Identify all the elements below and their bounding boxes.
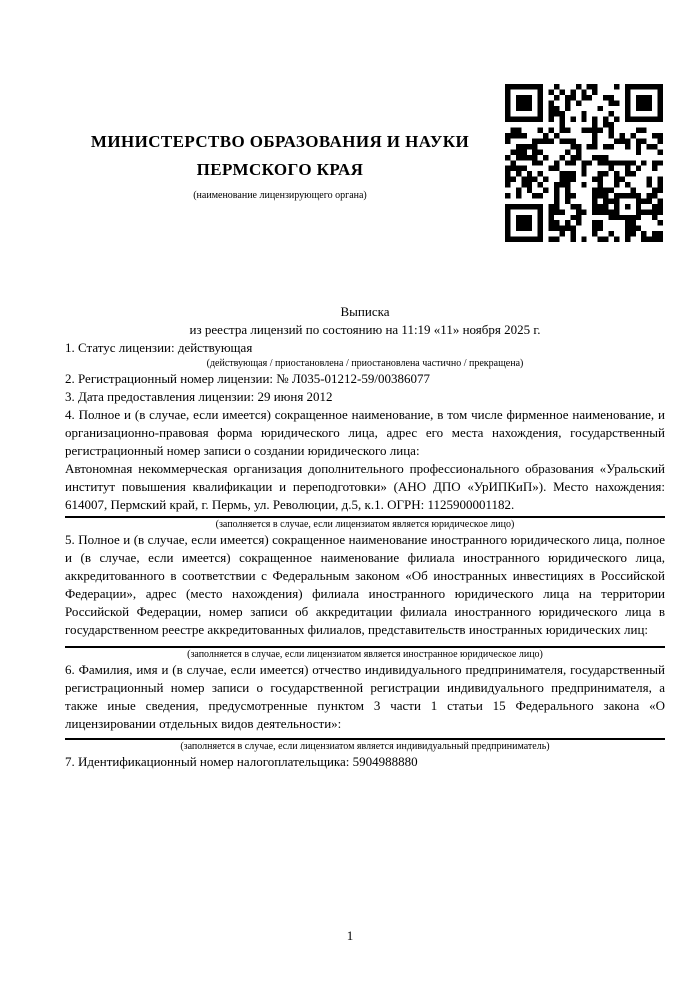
item-3-grant-date: 3. Дата предоставления лицензии: 29 июня 2012 bbox=[65, 389, 333, 404]
item-6-caption: (заполняется в случае, если лицензиатом является индивидуальный предприниматель) bbox=[180, 741, 550, 752]
item-5-caption: (заполняется в случае, если лицензиатом является иностранное юридическое лицо) bbox=[187, 649, 543, 660]
item-6-entrepreneur-label: 6. Фамилия, имя и (в случае, если имеется) отчество индивидуального предпринимателя, государственный регистрационный номер записи о государственной регистрации индивидуального предпринимателя, а также иные сведения, предусмотренные пунктом 3 части 1 статьи 15 Федерального закона «О лицензировании отдельных видов деятельности»: bbox=[65, 662, 665, 731]
item-2-registration-number: 2. Регистрационный номер лицензии: № Л035-01212-59/00386077 bbox=[65, 371, 431, 386]
item-4-legal-entity-label: 4. Полное и (в случае, если имеется) сокращенное наименование, в том числе фирменное наименование, и организационно-правовая форма юридического лица, адрес его места нахождения, государственный регистрационный номер записи о создании юридического лица: bbox=[65, 407, 665, 458]
document-title-line2: из реестра лицензий по состоянию на 11:19 «11» ноября 2025 г. bbox=[189, 322, 541, 337]
item-1-status-options-caption: (действующая / приостановлена / приостановлена частично / прекращена) bbox=[206, 358, 524, 369]
licensing-authority-caption: (наименование лицензирующего органа) bbox=[193, 190, 367, 201]
item-7-taxpayer-id: 7. Идентификационный номер налогоплательщика: 5904988880 bbox=[65, 754, 418, 769]
item-1-license-status: 1. Статус лицензии: действующая bbox=[65, 340, 253, 355]
ministry-name-line2: ПЕРМСКОГО КРАЯ bbox=[196, 160, 364, 179]
item-5-foreign-entity-label: 5. Полное и (в случае, если имеется) сокращенное наименование иностранного юридического лица, полное и (в случае, если имеется) сокращенное наименование филиала иностранного юридического лица, аккредитованного в соответствии с Федеральным законом «Об иностранных инвестициях в Российской Федерации», адрес (место нахождения) филиала иностранного юридического лица на территории Российской Федерации, номер записи об аккредитации филиала иностранного юридического лица в государственном реестре аккредитованных филиалов, представительств иностранных юридических лиц: bbox=[65, 532, 665, 637]
document-body bbox=[65, 0, 665, 771]
item-4-legal-entity-value: Автономная некоммерческая организация дополнительного профессионального образования «Уральский институт повышения квалификации и переподготовки» (АНО ДПО «УрИПКиП»). Место нахождения: 614007, Пермский край, г. Пермь, ул. Революции, д.5, к.1. ОГРН: 1125900001182. bbox=[65, 461, 665, 512]
page-number: 1 bbox=[346, 928, 354, 943]
item-4-caption: (заполняется в случае, если лицензиатом является юридическое лицо) bbox=[215, 519, 515, 530]
ministry-name-line1: МИНИСТЕРСТВО ОБРАЗОВАНИЯ И НАУКИ bbox=[90, 132, 470, 151]
document-title-line1: Выписка bbox=[340, 304, 390, 319]
document-title bbox=[65, 303, 665, 339]
